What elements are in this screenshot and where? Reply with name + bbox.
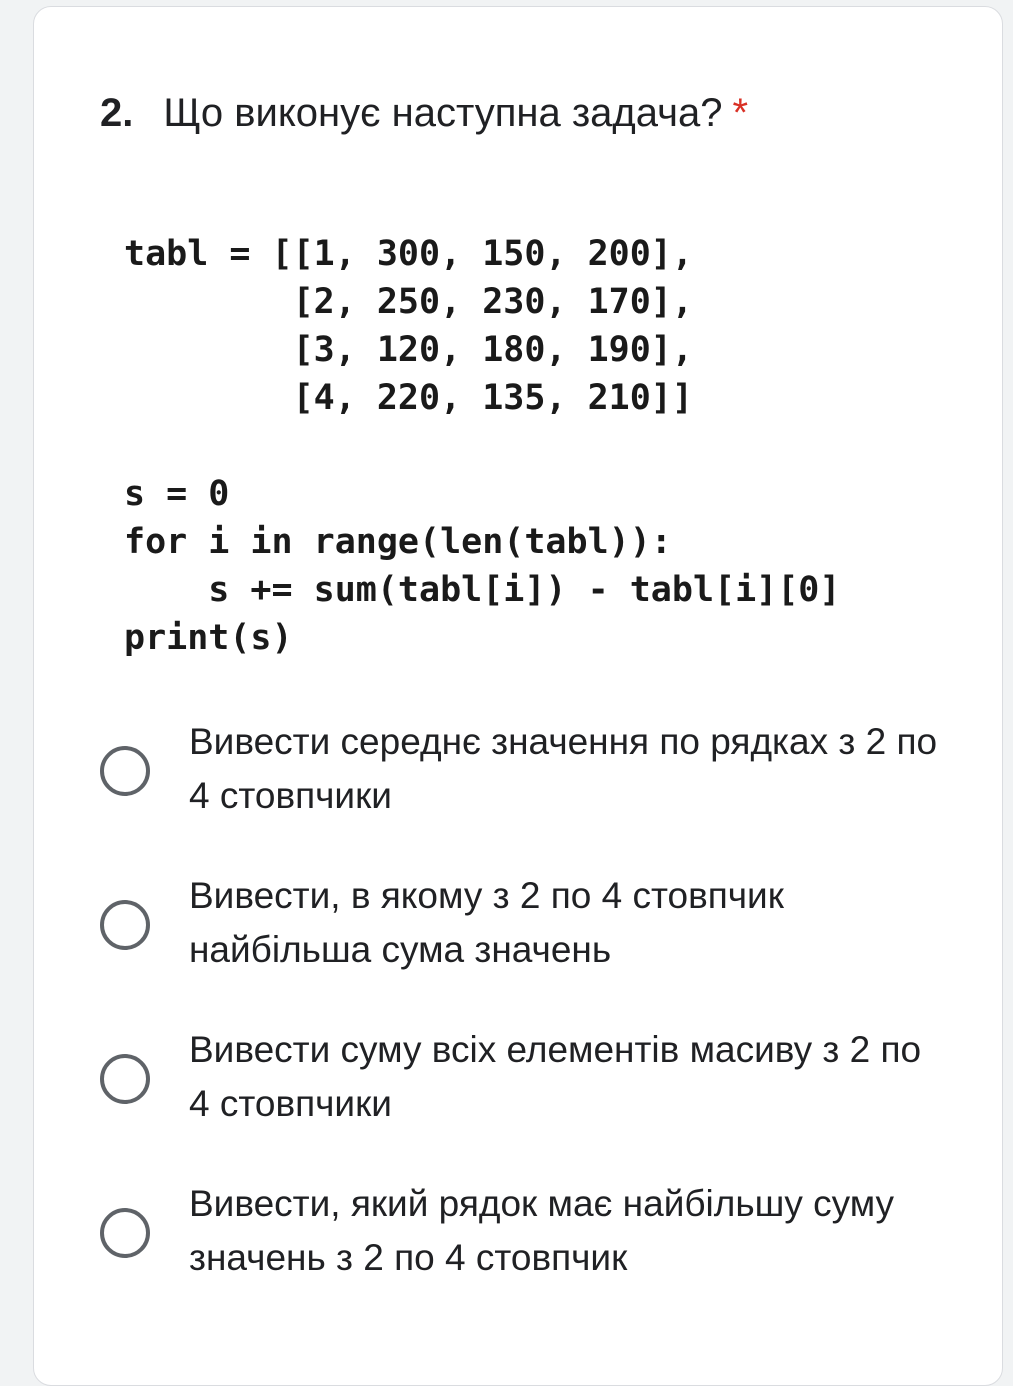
required-marker: * <box>732 91 749 135</box>
code-line: s += sum(tabl[i]) - tabl[i][0] <box>124 570 841 610</box>
radio-button[interactable] <box>100 1054 150 1104</box>
option-label: Вивести, в якому з 2 по 4 стовпчик найбільша сума значень <box>189 875 784 970</box>
code-line: [4, 220, 135, 210]] <box>124 378 693 418</box>
code-line: for i in range(len(tabl)): <box>124 522 672 562</box>
option-label: Вивести середнє значення по рядках з 2 по 4 стовпчики <box>189 721 938 816</box>
answer-option-3[interactable] <box>100 1023 970 1143</box>
code-line: [2, 250, 230, 170], <box>124 282 693 322</box>
option-label: Вивести, який рядок має найбільшу суму значень з 2 по 4 стовпчик <box>189 1183 895 1278</box>
radio-button[interactable] <box>100 1208 150 1258</box>
code-image <box>124 230 840 662</box>
code-line: s = 0 <box>124 474 230 514</box>
question-number: 2. <box>100 91 134 135</box>
answer-option-4[interactable] <box>100 1177 970 1297</box>
code-line: print(s) <box>124 618 293 658</box>
radio-button[interactable] <box>100 746 150 796</box>
code-line <box>124 422 840 470</box>
answer-option-1[interactable] <box>100 715 970 835</box>
question-title <box>100 85 748 141</box>
code-line: [3, 120, 180, 190], <box>124 330 693 370</box>
question-text: Що виконує наступна задача? <box>163 91 723 135</box>
answer-option-2[interactable] <box>100 869 970 989</box>
option-label: Вивести суму всіх елементів масиву з 2 по 4 стовпчики <box>189 1029 922 1124</box>
question-card <box>33 6 1003 1386</box>
radio-button[interactable] <box>100 900 150 950</box>
code-line: tabl = [[1, 300, 150, 200], <box>124 234 693 274</box>
